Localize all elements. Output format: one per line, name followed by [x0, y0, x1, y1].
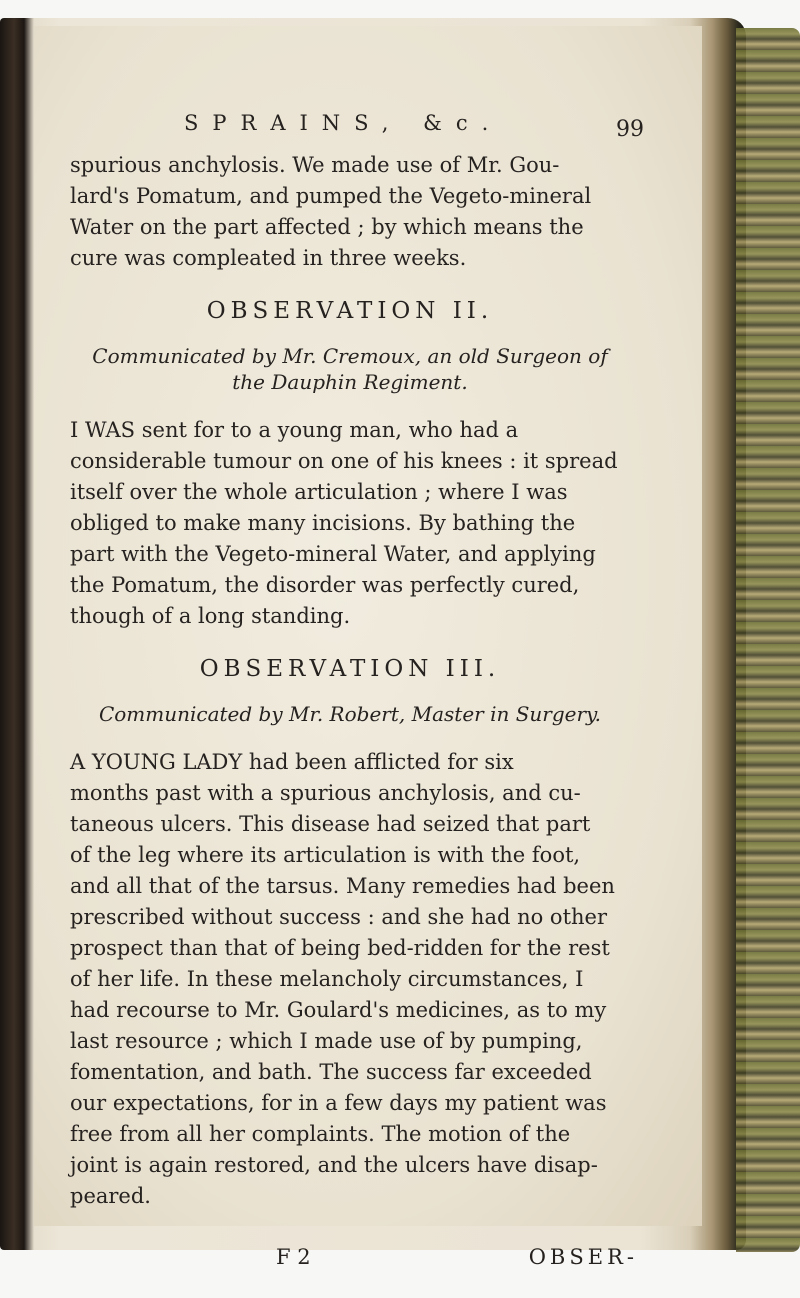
text-line: had recourse to Mr. Goulard's medicines, as to my	[70, 998, 607, 1022]
page-edges	[736, 28, 800, 1252]
byline-line: Communicated by Mr. Cremoux, an old Surgeon of	[92, 344, 608, 368]
page-text	[70, 108, 644, 1282]
catchword: OBSER-	[528, 1245, 638, 1269]
text-line: of her life. In these melancholy circumstances, I	[70, 967, 584, 991]
observation-2-byline	[70, 343, 630, 395]
observation-3-byline	[70, 701, 630, 727]
text-line: lard's Pomatum, and pumped the Vegeto-mineral	[70, 184, 592, 208]
byline-line: Communicated by Mr. Robert, Master in Surgery.	[98, 702, 602, 726]
text-line: itself over the whole articulation ; where I was	[70, 480, 568, 504]
page-footer	[70, 1242, 638, 1282]
byline-line: the Dauphin Regiment.	[232, 370, 468, 394]
observation-3-body	[70, 747, 630, 1212]
observation-3-title: OBSERVATION III.	[199, 656, 501, 682]
running-head: SPRAINS, &c.	[184, 111, 503, 135]
text-line: A YOUNG LADY had been afflicted for six	[70, 750, 514, 774]
text-line: and all that of the tarsus. Many remedies had been	[70, 874, 615, 898]
text-line: the Pomatum, the disorder was perfectly cured,	[70, 573, 580, 597]
text-line: though of a long standing.	[70, 604, 351, 628]
text-line: taneous ulcers. This disease had seized that part	[70, 812, 591, 836]
text-line: prescribed without success : and she had no other	[70, 905, 608, 929]
page-header	[70, 108, 644, 150]
text-line: peared.	[70, 1184, 151, 1208]
text-line: prospect than that of being bed-ridden for the rest	[70, 936, 610, 960]
signature-mark: F 2	[276, 1245, 311, 1269]
text-line: part with the Vegeto-mineral Water, and applying	[70, 542, 596, 566]
observation-2-body	[70, 415, 630, 632]
text-line: our expectations, for in a few days my patient was	[70, 1091, 607, 1115]
text-line: I WAS sent for to a young man, who had a	[70, 418, 519, 442]
text-line: joint is again restored, and the ulcers have disap-	[70, 1153, 598, 1177]
intro-paragraph	[70, 150, 630, 274]
text-line: last resource ; which I made use of by pumping,	[70, 1029, 583, 1053]
page-number: 99	[616, 117, 644, 142]
observation-2-title: OBSERVATION II.	[206, 298, 494, 324]
text-line: free from all her complaints. The motion of the	[70, 1122, 571, 1146]
text-line: months past with a spurious anchylosis, and cu-	[70, 781, 581, 805]
text-line: spurious anchylosis. We made use of Mr. Gou-	[70, 153, 560, 177]
text-line: cure was compleated in three weeks.	[70, 246, 467, 270]
text-line: fomentation, and bath. The success far exceeded	[70, 1060, 592, 1084]
text-line: of the leg where its articulation is with the foot,	[70, 843, 581, 867]
text-line: considerable tumour on one of his knees : it spread	[70, 449, 618, 473]
text-line: obliged to make many incisions. By bathing the	[70, 511, 576, 535]
text-line: Water on the part affected ; by which means the	[70, 215, 584, 239]
